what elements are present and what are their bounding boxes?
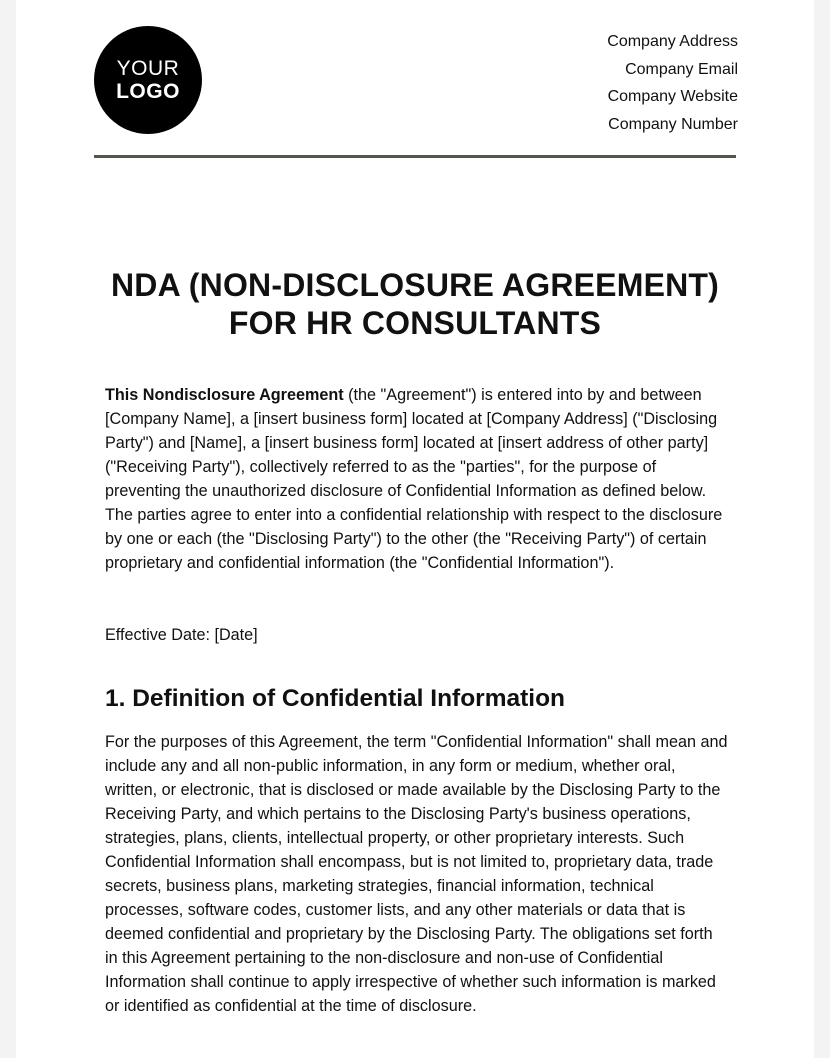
document-page — [16, 0, 814, 1058]
header-divider — [94, 155, 736, 158]
section-1-heading: 1. Definition of Confidential Information — [105, 685, 566, 712]
title-line-2: FOR HR CONSULTANTS — [228, 305, 602, 341]
logo-line-1: YOUR — [116, 57, 180, 80]
intro-paragraph — [105, 383, 729, 575]
section-1-paragraph: For the purposes of this Agreement, the term "Confidential Information" shall mean and include any and all non-public information, in any form or medium, whether oral, written, or electronic, that is disclosed or made available by the Disclosing Party to the Receiving Party, and which pertains to the Disclosing Party's business operations, strategies, plans, clients, intellectual property, or other proprietary interests. Such Confidential Information shall encompass, but is not limited to, proprietary data, trade secrets, business plans, marketing strategies, financial information, technical processes, software codes, customer lists, and any other materials or data that is deemed confidential and proprietary by the Disclosing Party. The obligations set forth in this Agreement pertaining to the non-disclosure and non-use of Confidential Information shall continue to apply irrespective of whether such information is marked or identified as confidential at the time of disclosure. — [105, 733, 728, 1015]
effective-date: Effective Date: [Date] — [105, 626, 258, 644]
company-logo — [94, 26, 202, 134]
title-line-1: NDA (NON-DISCLOSURE AGREEMENT) — [110, 267, 720, 303]
intro-body: (the "Agreement") is entered into by and between [Company Name], a [insert business form] located at [Company Address] ("Disclosing Party") and [Name], a [insert business form] located at [insert address of other party] ("Receiving Party"), collectively referred to as the "parties", for the purpose of preventing the unauthorized disclosure of Confidential Information as defined below. The parties agree to enter into a confidential relationship with respect to the disclosure by one or each (the "Disclosing Party") to the other (the "Receiving Party") of certain proprietary and confidential information (the "Confidential Information"). — [105, 386, 723, 572]
company-number: Company Number — [608, 116, 738, 134]
logo-line-2: LOGO — [116, 80, 180, 103]
intro-lead: This Nondisclosure Agreement — [105, 386, 344, 404]
company-contact-block — [607, 28, 738, 139]
company-website: Company Website — [607, 88, 738, 106]
document-title — [16, 266, 814, 342]
company-address: Company Address — [607, 33, 738, 50]
company-email: Company Email — [625, 60, 738, 78]
